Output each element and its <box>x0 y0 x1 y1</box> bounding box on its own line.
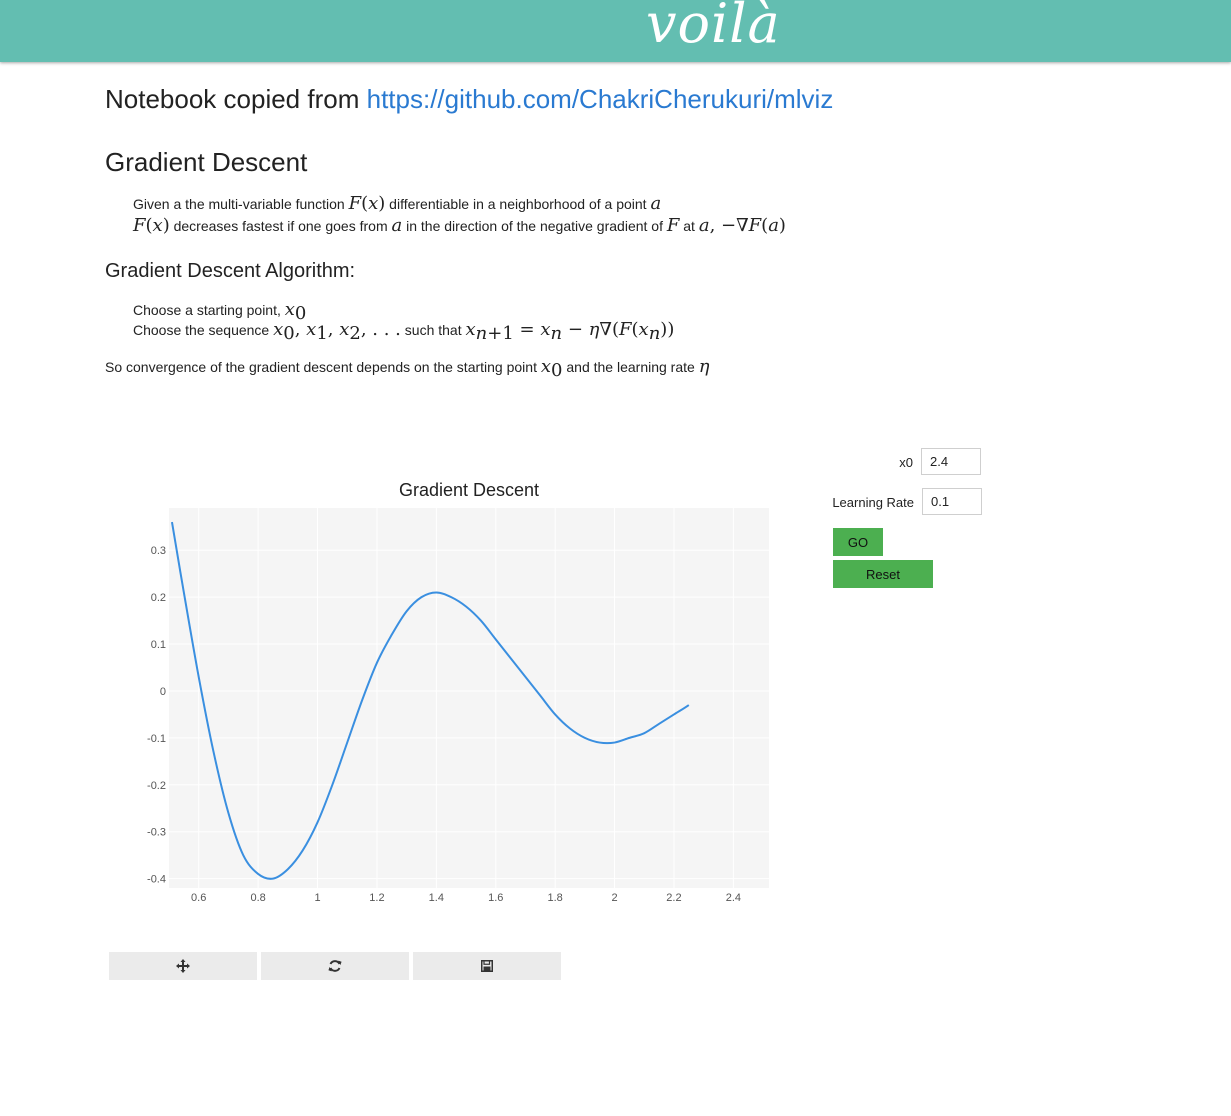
move-icon <box>176 959 190 973</box>
x0-label: x0 <box>899 455 913 470</box>
conclusion-text-b: and the learning rate <box>566 359 695 375</box>
y-tick-label: 0 <box>159 685 166 698</box>
definition-text-2c: at <box>683 218 695 234</box>
learning-rate-label: Learning Rate <box>832 495 914 510</box>
math-fx: F <box>348 193 362 214</box>
reset-view-button[interactable] <box>261 952 409 980</box>
x-tick-label: 2 <box>611 892 618 904</box>
x0-input[interactable] <box>921 448 981 475</box>
y-tick-label: -0.2 <box>147 779 166 792</box>
conclusion: So convergence of the gradient descent depends on the starting point $x_0$ and the learning rate η <box>105 356 710 381</box>
x-tick-label: 1.4 <box>428 892 444 904</box>
step-2-text-a: Choose the sequence <box>133 322 270 338</box>
intro-text: Notebook copied from <box>105 84 360 114</box>
algorithm-title: Gradient Descent Algorithm: <box>105 260 356 282</box>
definition-line-1: Given a the multi-variable function F(x) differentiable in a neighborhood of a point a <box>133 193 662 214</box>
y-tick-label: 0.2 <box>150 592 166 605</box>
x-tick-label: 1.8 <box>547 892 563 904</box>
y-tick-label: -0.3 <box>147 826 166 839</box>
x-tick-label: 1.2 <box>369 892 385 904</box>
section-title: Gradient Descent <box>105 147 308 177</box>
step-1-text: Choose a starting point, <box>133 302 281 318</box>
y-tick-label: -0.1 <box>147 732 166 745</box>
logo-text: voilà <box>646 0 781 55</box>
x-tick-label: 1 <box>314 892 321 904</box>
y-tick-label: 0.3 <box>150 545 166 558</box>
voila-logo <box>646 2 796 60</box>
gradient-descent-chart[interactable] <box>105 460 805 920</box>
plot-area <box>169 508 769 888</box>
step-2-text-b: such that <box>404 322 462 338</box>
save-image-button[interactable] <box>413 952 561 980</box>
step-2: Choose the sequence $x_0$, $x_1$, $x_2$, . . . such that $x_{n+1} = x_n - \eta\nabla(F(x_n))$ <box>133 319 675 344</box>
y-tick-label: 0.1 <box>150 639 166 652</box>
x-tick-label: 1.6 <box>488 892 504 904</box>
reset-button[interactable]: Reset <box>833 560 933 588</box>
pan-button[interactable] <box>109 952 257 980</box>
x-tick-label: 0.6 <box>191 892 207 904</box>
math-a: a <box>650 193 662 214</box>
page-title <box>105 84 833 115</box>
chart-title: Gradient Descent <box>398 480 540 500</box>
definition-text-1a: Given a the multi-variable function <box>133 196 345 212</box>
conclusion-text-a: So convergence of the gradient descent depends on the starting point <box>105 359 537 375</box>
definition-text-1b: differentiable in a neighborhood of a point <box>389 196 647 212</box>
go-button[interactable]: GO <box>833 528 883 556</box>
top-bar <box>0 0 1231 62</box>
definition-text-2a: decreases fastest if one goes from <box>173 218 388 234</box>
save-icon <box>481 960 493 972</box>
definition-text-2b: in the direction of the negative gradient of <box>406 218 663 234</box>
chart-svg <box>105 460 833 920</box>
repo-link[interactable]: https://github.com/ChakriCherukuri/mlviz <box>366 84 834 114</box>
y-tick-label: -0.4 <box>147 873 166 886</box>
step-1: Choose a starting point, $x_0$ <box>133 299 307 324</box>
learning-rate-input[interactable] <box>922 488 982 515</box>
refresh-icon <box>328 959 342 973</box>
x-tick-label: 2.2 <box>666 892 682 904</box>
x-tick-label: 2.4 <box>725 892 742 904</box>
x-tick-label: 0.8 <box>250 892 266 904</box>
definition-line-2: F(x) decreases fastest if one goes from a in the direction of the negative gradient of F at a, −∇F(a) <box>133 215 786 236</box>
